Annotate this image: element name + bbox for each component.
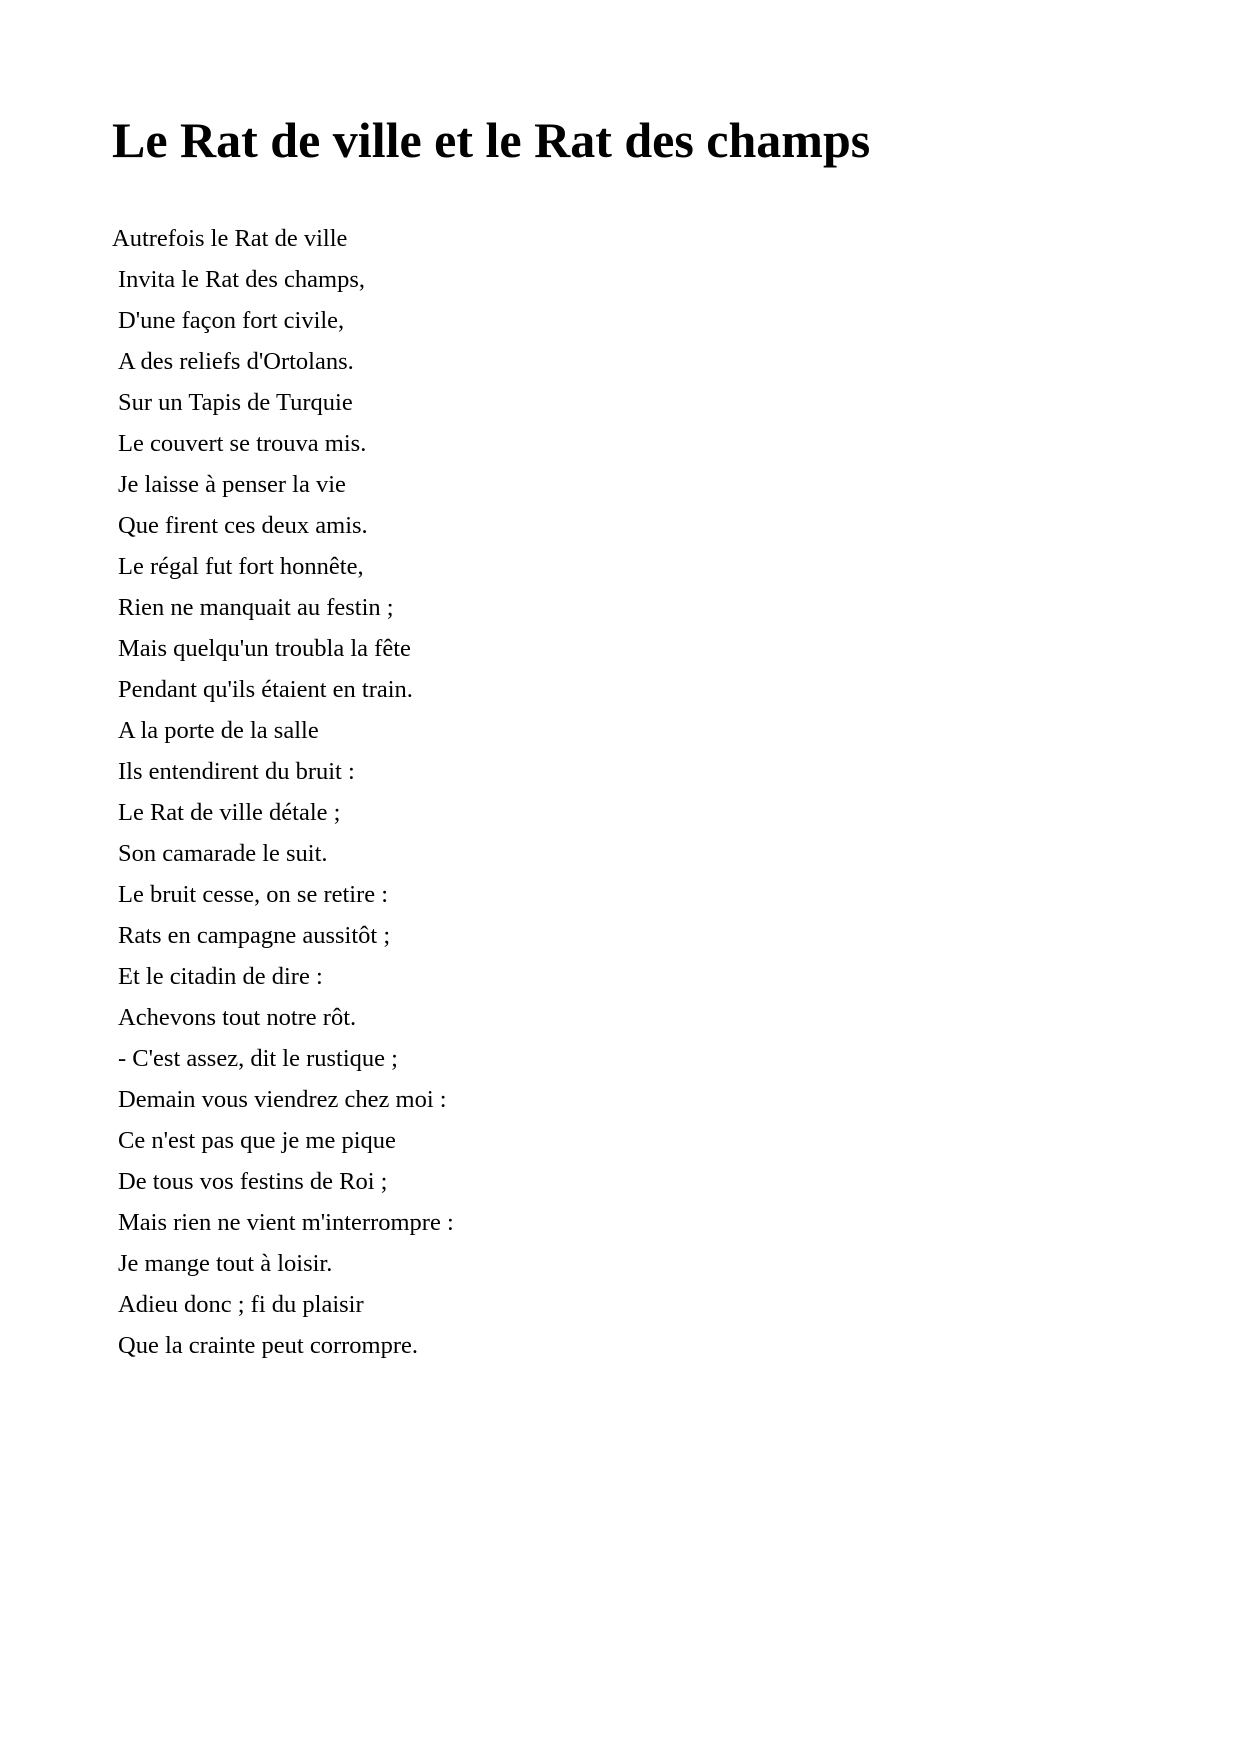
verse-line: - C'est assez, dit le rustique ; [118,1045,398,1072]
verse-line: Sur un Tapis de Turquie [118,389,353,416]
verse-line: D'une façon fort civile, [118,307,345,334]
page-title: Le Rat de ville et le Rat des champs [112,112,871,168]
verse-line: Mais quelqu'un troubla la fête [118,635,411,662]
verse-line: Ils entendirent du bruit : [118,758,355,785]
verse-line: A la porte de la salle [118,717,319,744]
verse-line: Pendant qu'ils étaient en train. [118,676,413,703]
verse-line: A des reliefs d'Ortolans. [118,348,354,375]
verse-line: Mais rien ne vient m'interrompre : [118,1209,454,1236]
verse-line: Le couvert se trouva mis. [118,430,367,457]
verse-line: Rats en campagne aussitôt ; [118,922,391,949]
verse-line: Le bruit cesse, on se retire : [118,881,389,908]
poem [112,218,454,1366]
verse-line: Ce n'est pas que je me pique [118,1127,396,1154]
verse-line: Le régal fut fort honnête, [118,553,364,580]
verse-line: Je mange tout à loisir. [118,1250,333,1277]
verse-line: Achevons tout notre rôt. [118,1004,357,1031]
verse-line: Rien ne manquait au festin ; [118,594,394,621]
verse-line: Et le citadin de dire : [118,963,323,990]
verse-line: Que firent ces deux amis. [118,512,368,539]
verse-line: Son camarade le suit. [118,840,328,867]
verse-line: Je laisse à penser la vie [118,471,346,498]
verse-line: Le Rat de ville détale ; [118,799,341,826]
verse-line: De tous vos festins de Roi ; [118,1168,388,1195]
verse-line: Que la crainte peut corrompre. [118,1332,418,1359]
verse-line: Demain vous viendrez chez moi : [118,1086,447,1113]
verse-line: Adieu donc ; fi du plaisir [118,1291,364,1318]
verse-line: Invita le Rat des champs, [118,266,365,293]
verse-line: Autrefois le Rat de ville [112,225,348,252]
